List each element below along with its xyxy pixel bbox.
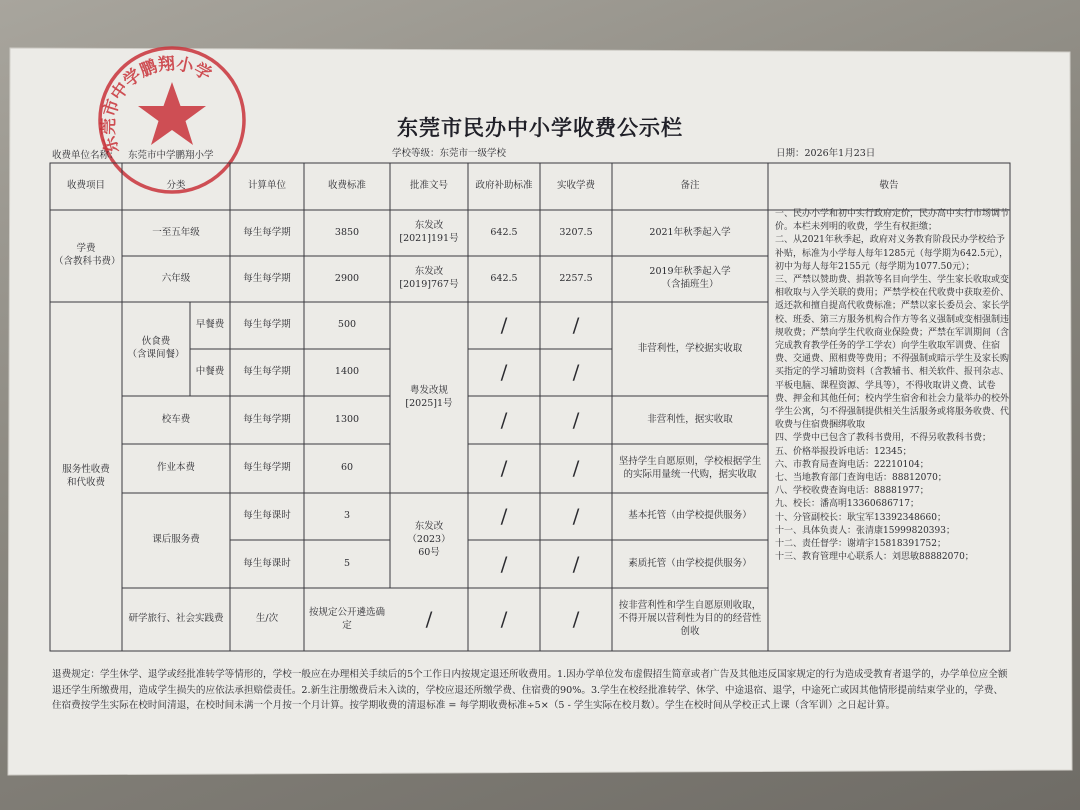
bus-standard: 1300 — [334, 413, 360, 425]
tuition-row-1-category: 一至五年级 — [152, 226, 200, 238]
homework-category: 作业本费 — [156, 462, 195, 474]
notice-item: 三、严禁以赞助费、捐款等名目向学生、学生家长收取或变相收取与入学关联的费用；严禁学校在代收费中获取差价、返还款和擅自提高代收费标准；严禁以家长委员会、家长学校、班委、第三方服务机构合作方等名义强制或变相强制违规收费；严禁向学生代收商业保险费；严禁在军训期间（含完成教育教学任务的学工学农）向学生收取军训费、住宿费、交通费、照相费等费用；不得强制或暗示学生及家长购买指定的学习辅助资料（含教辅书、相关软件、报刊杂志、平板电脑、课程资源、学具等），不得收取讲义费、试卷费、押金和其他任何；校内学生宿舍和社会力量举办的校外学生公寓，匀不得强制提供相关生活服务或将服务收费、代收费与住宿费捆绑收取 — [775, 275, 1010, 431]
slash-mark: / — [572, 607, 580, 631]
slash-mark: / — [500, 360, 508, 384]
after-school-approval: 东发改（2023） 60号 — [407, 521, 451, 558]
after-school-row-1-standard: 3 — [343, 510, 351, 522]
header-fee-item: 收费项目 — [66, 180, 105, 192]
tuition-item: 学费 （含教科书费） — [54, 243, 121, 267]
notice-item: 十三、教育管理中心联系人：刘思敏88882070； — [775, 552, 974, 563]
header-notice: 敬告 — [879, 180, 899, 192]
tuition-row-1-unit: 每生每学期 — [243, 226, 291, 238]
slash-mark: / — [572, 456, 580, 480]
slash-mark: / — [500, 407, 508, 432]
tuition-row-2-approval: 东发改 [2019]767号 — [399, 266, 459, 290]
study-trip-category: 研学旅行、社会实践费 — [128, 613, 224, 625]
service-item: 服务性收费 和代收费 — [62, 463, 110, 488]
after-school-row-1-unit: 每生每课时 — [243, 510, 291, 522]
header-subsidy: 政府补助标准 — [475, 180, 533, 192]
unit-label: 收费单位名称： — [52, 150, 119, 161]
unit-name: 东莞市中学鹏翔小学 — [128, 150, 214, 161]
header-unit: 计算单位 — [247, 180, 286, 192]
breakfast-standard: 500 — [337, 319, 357, 331]
slash-mark: / — [500, 504, 508, 528]
tuition-row-2-note: 2019年秋季起入学 （含插班生） — [649, 266, 731, 290]
breakfast-unit: 每生每学期 — [243, 319, 291, 331]
tuition-row-2-standard: 2900 — [334, 272, 360, 284]
meal-note: 非营利性，学校据实收取 — [637, 342, 743, 354]
tuition-row-2-subsidy: 642.5 — [490, 272, 518, 284]
slash-mark: / — [500, 607, 508, 631]
refund-rules: 退费规定：学生休学、退学或经批准转学等情形的，学校一般应在办理相关手续后的5个工作日内按规定退还所收费用。1.因办学单位发布虚假招生简章或者广告及其他违反国家规定的行为造成受教育者退学的，办学单位应全额退还学生所缴费用，造成学生损失的应依法承担赔偿责任。2.新生注册缴费后未入读的，学校应退还所缴学费、住宿费的90%。3.学生在校经批准转学、休学、中途退宿、退学，中途死亡或因其他情形提前结束学业的，学费、住宿费按学生实际在校时间清退，在校时间未满一个月按一个月计算。按学期收费的清退标准 = 每学期收费标准÷5×（5 - 学生实际在校月数）。学生在校时间从学校正式上课（含军训）之日起计算。 — [52, 669, 1008, 712]
slash-mark: / — [572, 407, 580, 432]
notice-item: 四、学费中已包含了教科书费用，不得另收教科书费； — [775, 433, 992, 444]
notice-date: 日期：2026年1月23日 — [776, 148, 876, 159]
study-trip-note: 按非营利性和学生自愿原则收取，不得开展以营利性为目的的经营性创收 — [618, 600, 762, 637]
slash-mark: / — [572, 313, 580, 337]
lunch-sub: 中餐费 — [195, 366, 225, 378]
tuition-row-2-unit: 每生每学期 — [243, 272, 291, 284]
slash-mark: / — [425, 607, 433, 631]
lunch-unit: 每生每学期 — [243, 366, 291, 378]
slash-mark: / — [572, 360, 580, 384]
notice-item: 十、分管副校长：耿宝军13392348660； — [775, 512, 946, 523]
homework-unit: 每生每学期 — [243, 462, 291, 474]
header-note: 备注 — [680, 180, 700, 192]
header-approval: 批准文号 — [409, 180, 448, 192]
slash-mark: / — [500, 456, 508, 480]
slash-mark: / — [572, 504, 580, 528]
study-trip-standard: 按规定公开遴选确定 — [308, 606, 385, 631]
service-approval-1: 粤发改规 [2025]1号 — [405, 384, 453, 409]
notice-item: 五、价格举报投诉电话：12345； — [775, 446, 912, 457]
meal-group: 伙食费 （含课间餐） — [127, 336, 185, 360]
slash-mark: / — [500, 551, 508, 576]
after-school-row-2-unit: 每生每课时 — [243, 557, 291, 569]
bus-note: 非营利性，据实收取 — [647, 413, 733, 425]
notice-item: 九、校长：潘高明13360686717； — [775, 499, 919, 510]
page-title: 东莞市民办中小学收费公示栏 — [397, 115, 683, 140]
tuition-row-2-category: 六年级 — [161, 272, 191, 284]
lunch-standard: 1400 — [334, 366, 360, 378]
school-level: 学校等级：东莞市一级学校 — [392, 148, 507, 159]
seal-text: 东莞市中学鹏翔小学 — [98, 53, 215, 156]
notice-item: 二、从2021年秋季起，政府对义务教育阶段民办学校给予补贴，标准为小学每人每年1285元（每学期为642.5元），初中为每人每年2155元（每学期为1077.50元）； — [775, 235, 1009, 272]
homework-note: 坚持学生自愿原则，学校根据学生的实际用量统一代购，据实收取 — [618, 455, 762, 480]
tuition-row-1-actual: 3207.5 — [559, 226, 593, 238]
study-trip-unit: 生/次 — [255, 613, 279, 625]
notice-item: 六、市教育局查询电话：22210104； — [775, 459, 929, 470]
after-school-row-1-note: 基本托管（由学校提供服务） — [628, 510, 752, 522]
after-school-category: 课后服务费 — [152, 534, 200, 546]
breakfast-sub: 早餐费 — [195, 319, 225, 331]
header-standard: 收费标准 — [327, 180, 366, 192]
slash-mark: / — [572, 551, 580, 576]
notice-item: 七、当地教育部门查询电话：88812070； — [775, 473, 947, 484]
bus-category: 校车费 — [161, 413, 191, 425]
tuition-row-1-standard: 3850 — [334, 226, 360, 238]
header-category: 分类 — [166, 180, 186, 192]
tuition-row-2-actual: 2257.5 — [559, 272, 593, 284]
after-school-row-2-note: 素质托管（由学校提供服务） — [628, 557, 752, 569]
notice-item: 八、学校收费查询电话：88881977； — [775, 486, 929, 497]
notice-item: 一、民办小学和初中实行政府定价，民办高中实行市场调节价。本栏未列明的收费，学生有权拒缴； — [775, 209, 1010, 233]
tuition-row-1-note: 2021年秋季起入学 — [649, 226, 731, 238]
slash-mark: / — [500, 313, 508, 337]
notice-item: 十二、责任督学：谢靖宇15818391752； — [775, 539, 946, 550]
header-actual: 实收学费 — [556, 180, 595, 192]
tuition-row-1-approval: 东发改 [2021]191号 — [399, 220, 459, 244]
notice-list — [775, 208, 1011, 564]
bus-unit: 每生每学期 — [243, 413, 291, 425]
notice-item: 十一、具体负责人：张清康15999820393； — [775, 525, 955, 536]
after-school-row-2-standard: 5 — [343, 557, 351, 569]
homework-standard: 60 — [340, 462, 354, 474]
tuition-row-1-subsidy: 642.5 — [490, 226, 518, 238]
